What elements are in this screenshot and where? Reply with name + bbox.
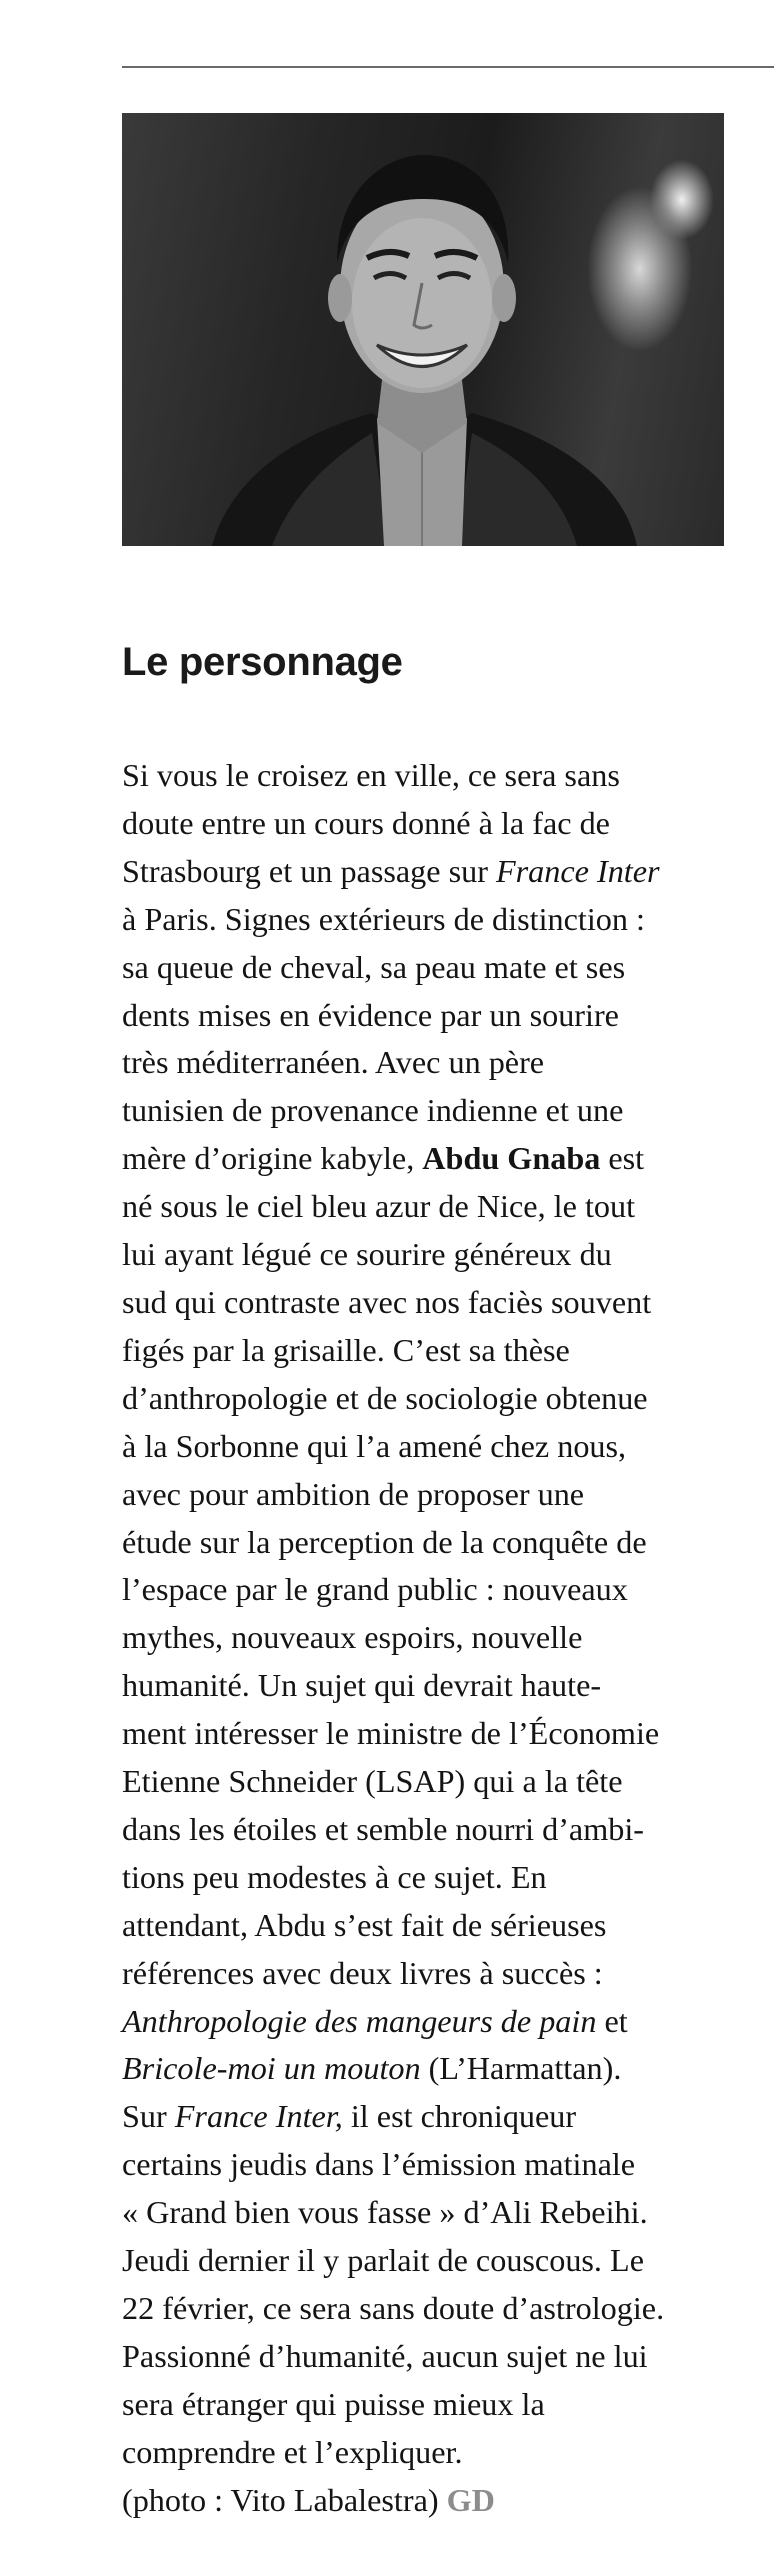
italic-title: France Inter,	[174, 2098, 343, 2135]
text-segment: 22 février, ce sera sans doute d’astrologie.	[122, 2290, 665, 2326]
top-divider	[122, 66, 774, 68]
text-line	[122, 1039, 742, 1087]
text-segment: d’anthropologie et de sociologie obtenue	[122, 1379, 648, 1416]
text-line	[122, 1662, 742, 1710]
text-segment: attendant, Abdu s’est fait de sérieuses	[122, 1906, 607, 1943]
text-line	[122, 2045, 742, 2093]
text-segment: (photo : Vito Labalestra)	[122, 2481, 447, 2518]
text-segment: et	[596, 2002, 628, 2039]
text-line	[122, 2381, 742, 2429]
text-line	[122, 1614, 742, 1662]
text-line	[122, 1327, 742, 1375]
text-segment: Si vous le croisez en ville, ce sera sans	[122, 757, 620, 793]
text-line	[122, 2093, 742, 2141]
text-segment: « Grand bien vous fasse » d’Ali Rebeihi.	[122, 2194, 648, 2231]
text-segment: Passionné d’humanité, aucun sujet ne lui	[122, 2337, 648, 2374]
text-segment: sa queue de cheval, sa peau mate et ses	[122, 948, 626, 985]
text-line	[122, 992, 742, 1040]
text-line	[122, 1710, 742, 1758]
text-segment: humanité. Un sujet qui devrait haute-	[122, 1667, 602, 1704]
text-line	[122, 1566, 742, 1614]
text-segment: dans les étoiles et semble nourri d’ambi-	[122, 1810, 645, 1847]
text-segment: certains jeudis dans l’émission matinale	[122, 2146, 636, 2183]
text-line	[122, 1758, 742, 1806]
text-segment: doute entre un cours donné à la fac de	[122, 804, 610, 841]
text-segment: né sous le ciel bleu azur de Nice, le tout	[122, 1188, 636, 1225]
text-line	[122, 2141, 742, 2189]
text-line	[122, 848, 742, 896]
text-segment: il est chroniqueur	[342, 2098, 577, 2135]
text-line	[122, 1471, 742, 1519]
italic-title: Anthropologie des mangeurs de pain	[122, 2002, 597, 2039]
text-segment: tunisien de provenance indienne et une	[122, 1092, 624, 1129]
text-segment: mère d’origine kabyle,	[122, 1140, 423, 1177]
text-line	[122, 2333, 742, 2381]
text-line	[122, 1806, 742, 1854]
text-segment: est	[600, 1140, 645, 1177]
text-segment: ment intéresser le ministre de l’Économie	[122, 1715, 660, 1752]
text-segment: sud qui contraste avec nos faciès souvent	[122, 1283, 652, 1320]
text-segment: tions peu modestes à ce sujet. En	[122, 1858, 547, 1895]
portrait-illustration	[122, 113, 724, 546]
text-line	[122, 2285, 742, 2333]
text-segment: mythes, nouveaux espoirs, nouvelle	[122, 1619, 583, 1656]
text-line	[122, 1279, 742, 1327]
article-body	[122, 752, 742, 2525]
text-line	[122, 896, 742, 944]
text-line	[122, 2189, 742, 2237]
text-segment: étude sur la perception de la conquête de	[122, 1523, 647, 1560]
text-line	[122, 1135, 742, 1183]
text-line	[122, 752, 742, 800]
text-segment: figés par la grisaille. C’est sa thèse	[122, 1331, 570, 1368]
text-segment: lui ayant légué ce sourire généreux du	[122, 1236, 612, 1273]
text-segment: très méditerranéen. Avec un père	[122, 1044, 545, 1081]
text-line	[122, 1854, 742, 1902]
author-initials: GD	[446, 2481, 495, 2518]
italic-title: Bricole-moi un mouton	[122, 2050, 421, 2087]
text-line	[122, 800, 742, 848]
text-segment: avec pour ambition de proposer une	[122, 1475, 585, 1512]
text-segment: à la Sorbonne qui l’a amené chez nous,	[122, 1427, 627, 1464]
text-line	[122, 944, 742, 992]
text-line	[122, 1375, 742, 1423]
text-line	[122, 1998, 742, 2046]
text-line	[122, 1950, 742, 1998]
text-line	[122, 2477, 742, 2525]
portrait-photo	[122, 113, 724, 546]
text-line	[122, 1519, 742, 1567]
text-segment: (L’Harmattan).	[420, 2050, 622, 2087]
text-line	[122, 1423, 742, 1471]
text-segment: Strasbourg et un passage sur	[122, 852, 496, 889]
person-name: Abdu Gnaba	[422, 1140, 601, 1177]
text-segment: références avec deux livres à succès :	[122, 1954, 603, 1991]
text-segment: Sur	[122, 2098, 175, 2135]
text-segment: dents mises en évidence par un sourire	[122, 996, 619, 1033]
section-heading: Le personnage	[122, 640, 403, 684]
text-segment: à Paris. Signes extérieurs de distinction :	[122, 900, 645, 937]
text-line	[122, 1902, 742, 1950]
text-segment: sera étranger qui puisse mieux la	[122, 2385, 545, 2422]
italic-title: France Inter	[495, 852, 660, 889]
text-segment: comprendre et l’expliquer.	[122, 2433, 463, 2470]
text-line	[122, 1087, 742, 1135]
text-segment: l’espace par le grand public : nouveaux	[122, 1571, 628, 1608]
text-line	[122, 1231, 742, 1279]
text-segment: Jeudi dernier il y parlait de couscous. Le	[122, 2242, 644, 2279]
text-line	[122, 2429, 742, 2477]
text-line	[122, 1183, 742, 1231]
text-segment: Etienne Schneider (LSAP) qui a la tête	[122, 1763, 623, 1800]
text-line	[122, 2237, 742, 2285]
